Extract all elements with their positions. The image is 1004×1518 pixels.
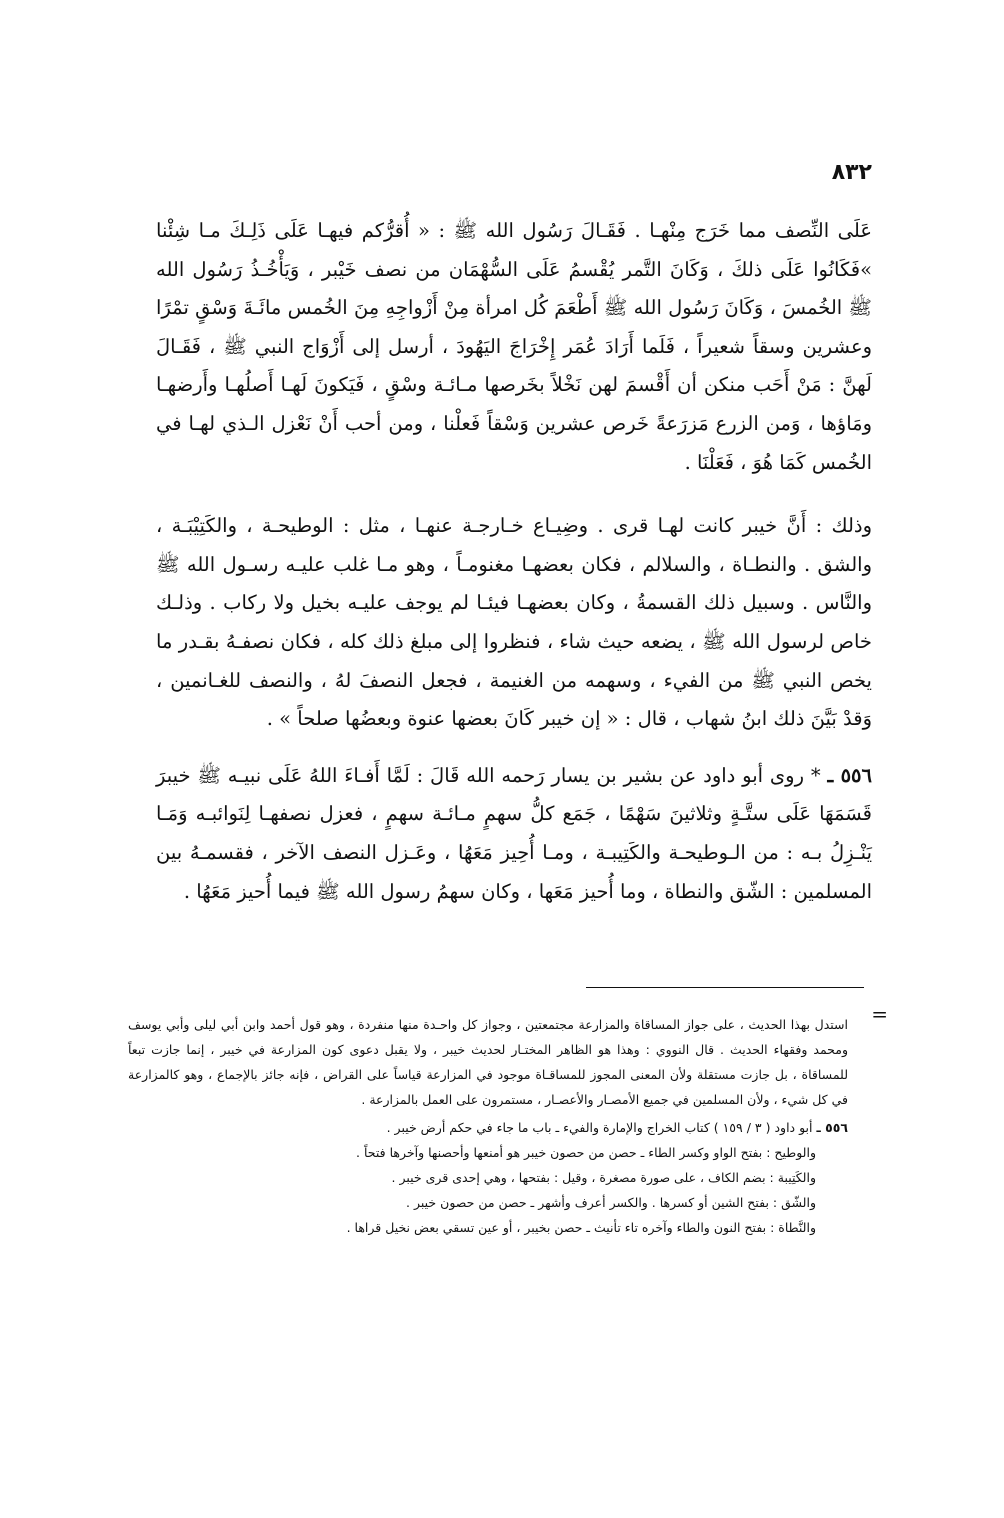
hadith-text: * روى أبو داود عن بشير بن يسار رَحمه الله قَالَ : لَمَّا أَفـاءَ اللهُ عَلَى نبيـه ﷺ خيبرَ قَسَمَهَا عَلَى ستَّـةٍ وثلاثينَ سَهْمًا ، جَمَع كلُّ سهمٍ مـائـة سهمٍ ، فعزل نصفهـا لِنَوائبـه وَمَـا يَنْـزِلُ بـه : من الـوطيحـة والكَتِيبـة ، ومـا أُحِيز مَعَهُا ، وعَـزل النصف الآخر ، فقسمـهُ بين المسلمين : الشّق والنطاة ، وما أُحيز مَعَها ، وكان سهمُ رسول الله ﷺ فيما أُحيز مَعَهُا . xyxy=(156,763,872,903)
paragraph-hadith-556 xyxy=(156,757,872,911)
footnote-source: أبو داود ( ٣ / ١٥٩ ) كتاب الخراج والإمارة والفيء ـ باب ما جاء في حكم أرض خيبر . xyxy=(386,1120,813,1135)
footnote-continuation: استدل بهذا الحديث ، على جواز المساقاة والمزارعة مجتمعتين ، وجواز كل واحـدة منها منفردة ، وهو قول أحمد وابن أبي ليلى وأبي يوسف ومحمد وفقهاء الحديث . قال النووي : وهذا هو الظاهر المختـار لحديث خيبر ، ولا يقبل دعوى كون المزارعة في خيبر ، إنما جازت تبعاً للمساقاة ، بل جازت مستقلة ولأن المعنى المجوز للمساقـاة موجود في المزارعة قياساً على القراض ، فإنه جائز بالإجماع ، وهو كالمزارعة في كل شيء ، ولأن المسلمين في جميع الأمصـار والأعصـار ، مستمرون على العمل بالمزارعة . xyxy=(128,1017,848,1107)
hadith-number: ٥٥٦ ـ xyxy=(827,763,872,787)
footnote-continued-mark: = xyxy=(871,1002,888,1026)
paragraph-hadith-continuation: عَلَى النِّصف مما خَرَج مِنْهـا . فَقَـالَ رَسُول الله ﷺ : « أُقرُّكم فيهـا عَلَى ذَلِـكَ مـا شِئْنا »فَكَانُوا عَلَى ذلكَ ، وَكَانَ التَّمر يُقْسمُ عَلَى السُّهْمَان من نصف خَيْبر ، وَيَأْخُـذُ رَسُول الله ﷺ الخُمسَ ، وَكَانَ رَسُول الله ﷺ أَطْعَمَ كُل امرأة مِنْ أَزْواجِهِ مِنَ الخُمس مائَـةَ وَسْقٍ تمْرًا وعشرين وسقاً شعيراً ، فَلَما أَرَادَ عُمَر إِخْرَاجَ اليَهُودَ ، أرسل إلى أَزْوَاج النبي ﷺ ، فَقَـالَ لَهنَّ : مَنْ أَحَب منكن أن أَقْسمَ لهن نَخْلاً بخَرصها مـائـة وسْقٍ ، فَيَكونَ لَهـا أَصلُهـا وأَرضهـا ومَاؤها ، وَمن الزرع مَزرَعةً خَرص عشرين وَسْقاً فَعلْنا ، ومن أحب أَنْ نَعْزل الـذي لهـا في الخُمس كَمَا هُوَ ، فَعَلْنَا . xyxy=(156,219,872,474)
paragraph-explanation: وذلك : أَنَّ خيبر كانت لهـا قرى . وضِيـاع خـارجـة عنهـا ، مثل : الوطيحـة ، والكَتِيْبَـة ، والشق . والنطـاة ، والسلالم ، فكان بعضهـا مغنومـاً ، وهو مـا غلب عليـه رسـول الله ﷺ والنَّاس . وسبيل ذلك القسمةُ ، وكان بعضهـا فيئـا لم يوجف عليـه بخيل ولا ركاب . وذلـك خاص لرسول الله ﷺ ، يضعه حيث شاء ، فنظروا إلى مبلغ ذلك كله ، فكان نصفـهُ بقـدر ما يخص النبي ﷺ من الفيء ، وسهمه من الغنيمة ، فجعل النصفَ لهُ ، والنصف للغـانمين ، وَقدْ بَيَّنَ ذلك ابنُ شهاب ، قال : « إن خيبر كَانَ بعضها عنوة وبعضُها صلحاً » . xyxy=(156,514,872,731)
footnote-gloss-katiba: والكَتِيبة : بضم الكاف ، على صورة مصغرة ، وقيل : بفتحها ، وهي إحدى قرى خيبر . xyxy=(391,1170,816,1185)
footnote-entry-556 xyxy=(128,1115,848,1140)
footnote-gloss-shaqq: والشّق : بفتح الشين أو كسرها . والكسر أعرف وأشهر ـ حصن من حصون خيبر . xyxy=(406,1195,816,1210)
main-text xyxy=(156,212,872,911)
footnote-number: ٥٥٦ ـ xyxy=(816,1120,848,1135)
footnotes xyxy=(128,1012,848,1240)
footnote-divider xyxy=(586,987,864,988)
page-number: ٨٣٢ xyxy=(831,160,872,185)
footnote-gloss-watih: والوطيح : بفتح الواو وكسر الطاء ـ حصن من حصون خيبر هو أمنعها وأحصنها وآخرها فتحاً . xyxy=(356,1145,816,1160)
footnote-gloss-nataa: والنَّطاة : بفتح النون والطاء وآخره تاء تأنيث ـ حصن بخيبر ، أو عين تسقي بعض نخيل قراها . xyxy=(346,1220,816,1235)
